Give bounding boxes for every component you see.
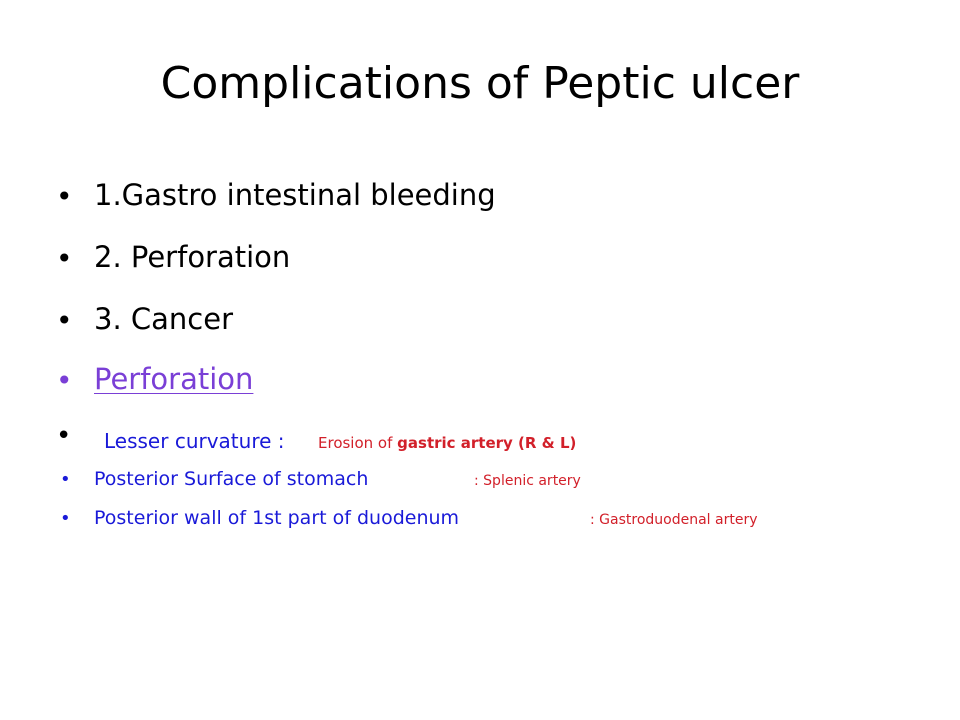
bullet-dot: • (56, 304, 73, 337)
bullet-dot: • (56, 421, 72, 451)
bullet-dot: • (56, 180, 73, 213)
bullet-text: 2. Perforation (94, 240, 291, 274)
bullet-detail-prefix: Erosion of (318, 434, 398, 452)
perforation-link[interactable]: Perforation (94, 362, 254, 396)
slide-title: Complications of Peptic ulcer (160, 58, 800, 109)
bullet-dot: • (60, 508, 71, 529)
bullet-dot: • (56, 364, 73, 397)
bullet-detail: : Gastroduodenal artery (590, 512, 758, 528)
bullet-detail (318, 434, 576, 452)
bullet-dot: • (60, 469, 71, 490)
bullet-detail-bold: gastric artery (R & L) (397, 434, 577, 452)
bullet-text: Posterior Surface of stomach (94, 468, 369, 490)
bullet-text: Posterior wall of 1st part of duodenum (94, 507, 460, 529)
bullet-text: Lesser curvature : (104, 429, 285, 453)
bullet-detail: : Splenic artery (474, 473, 581, 489)
bullet-dot: • (56, 242, 73, 275)
bullet-text: 1.Gastro intestinal bleeding (94, 178, 496, 212)
bullet-text: 3. Cancer (94, 302, 233, 336)
